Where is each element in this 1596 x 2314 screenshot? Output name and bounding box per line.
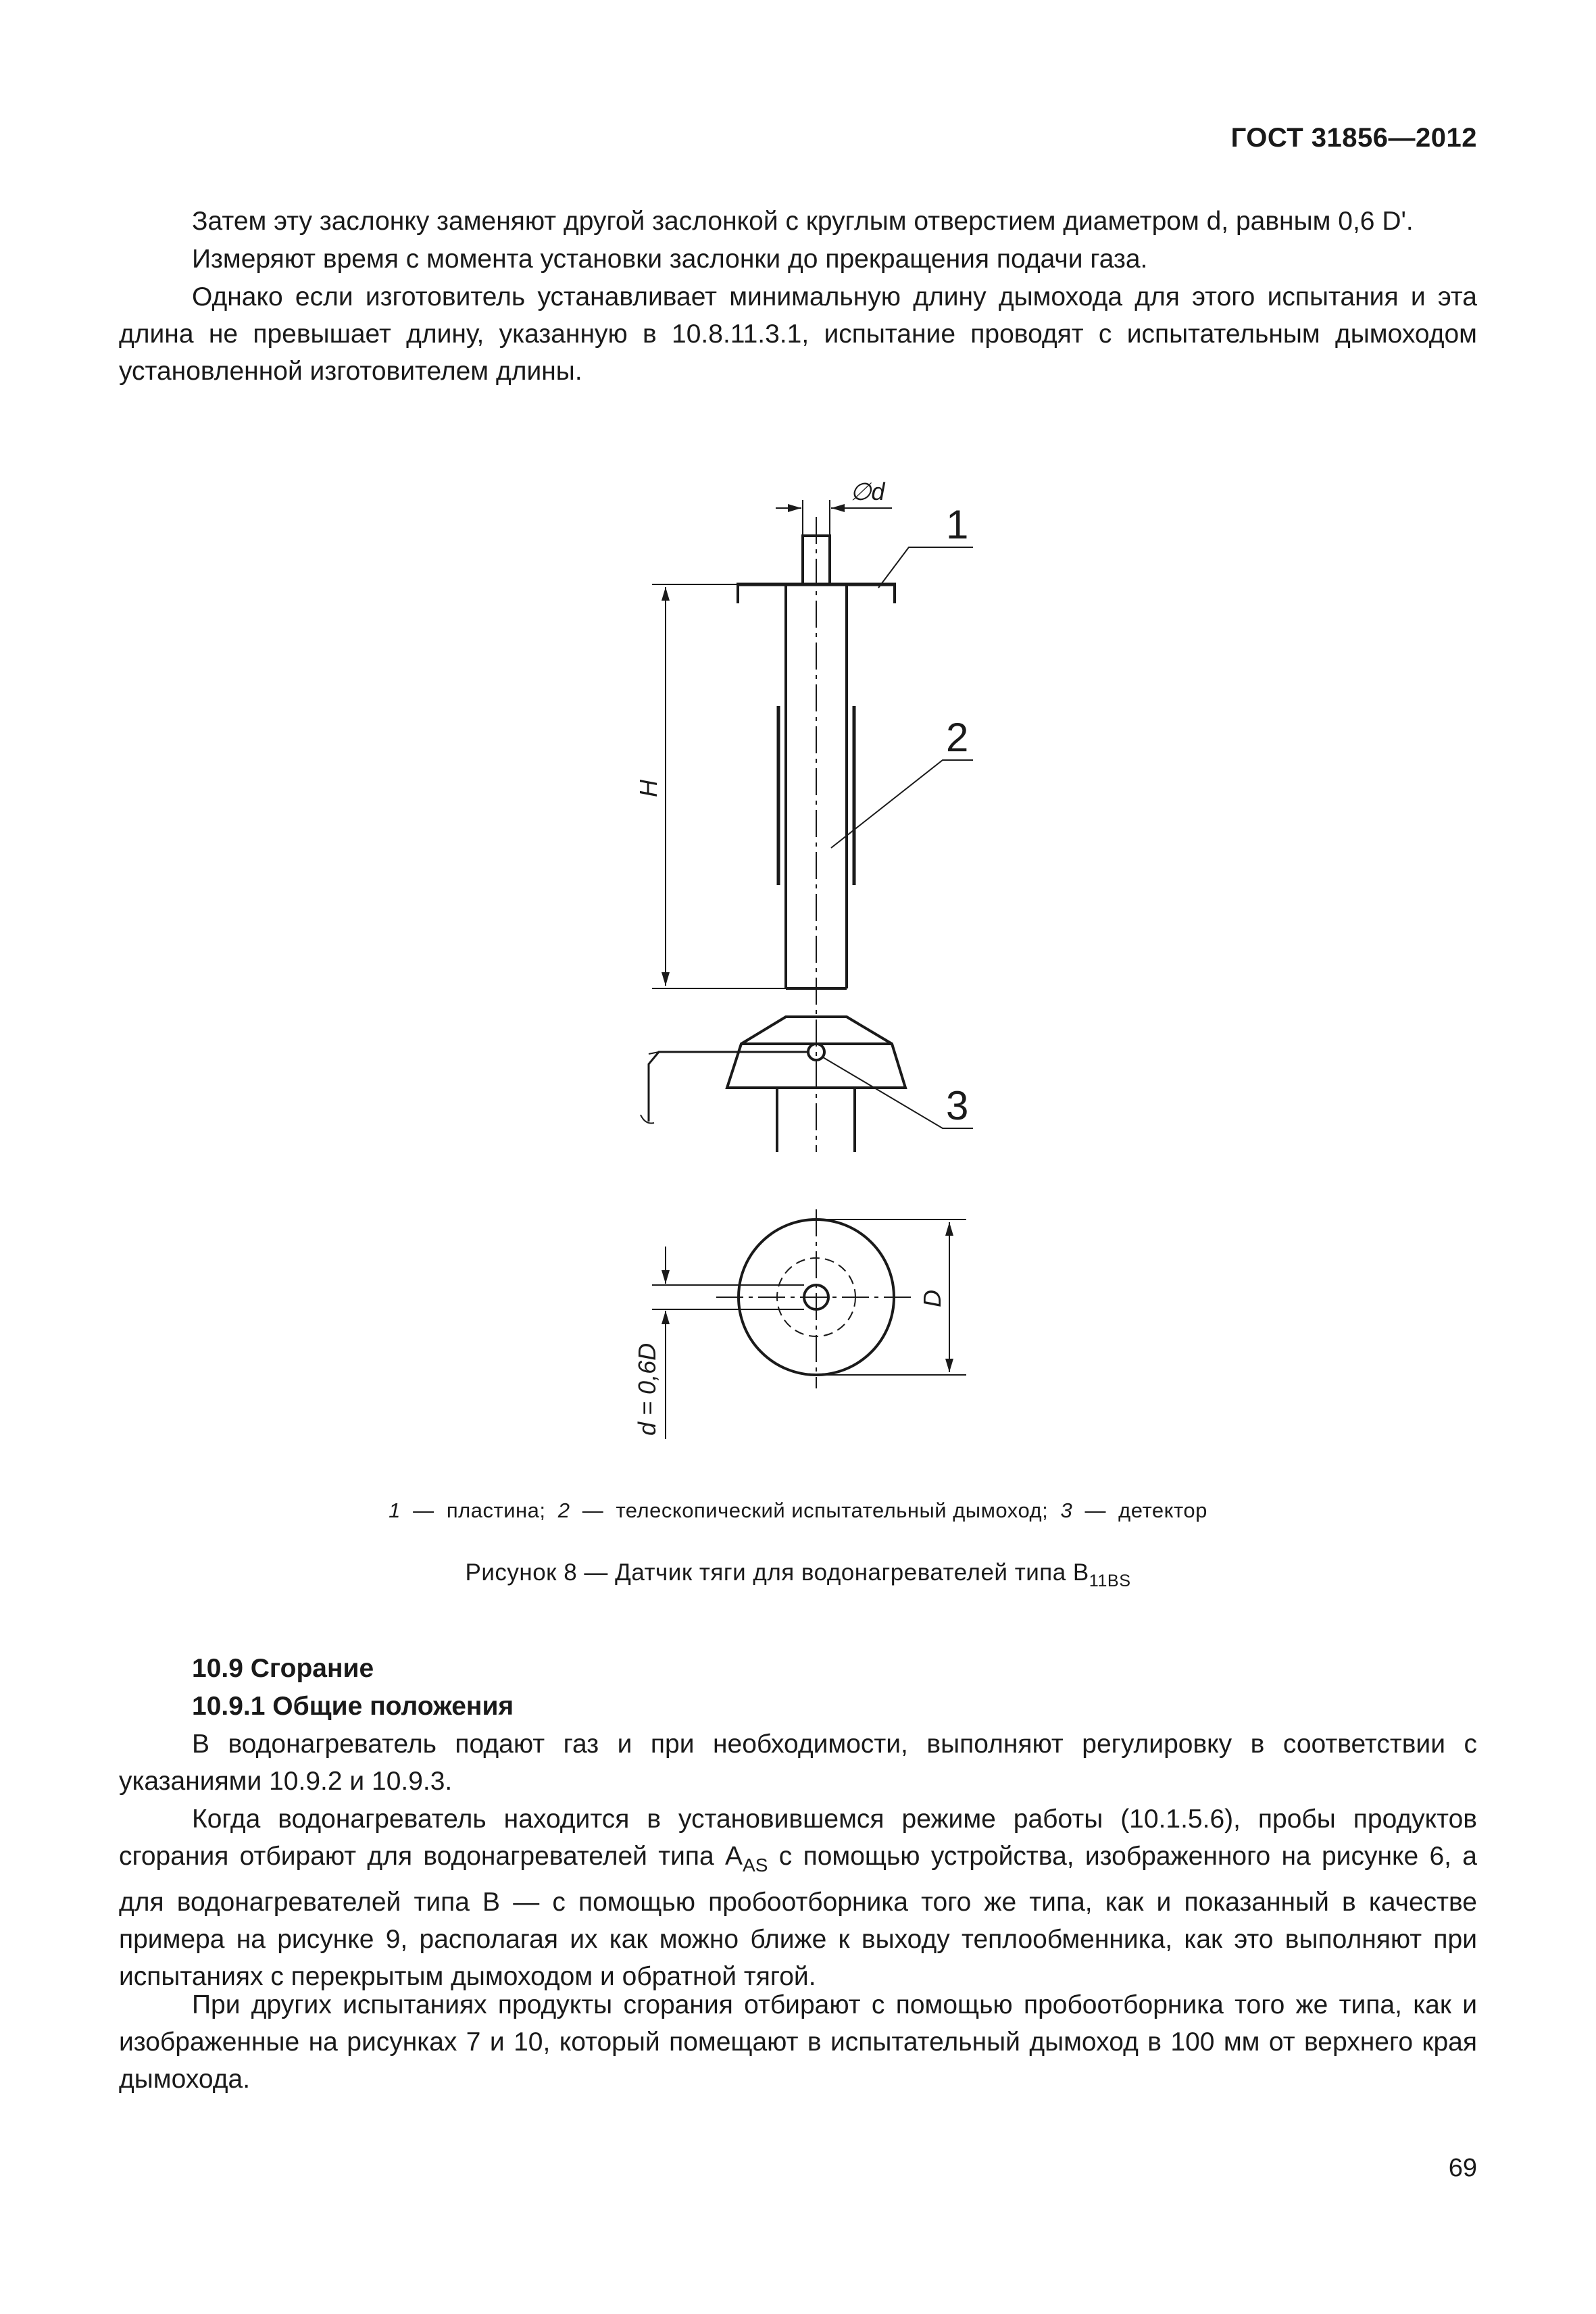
- legend-num-2: 2: [557, 1499, 570, 1522]
- legend-text-3: детектор: [1118, 1499, 1207, 1522]
- callout-3: 3: [946, 1083, 969, 1128]
- intro-paragraph-2: Измеряют время с момента установки заслонки до прекращения подачи газа.: [192, 245, 1148, 274]
- page-number: 69: [1448, 2154, 1477, 2182]
- dimension-height-label: H: [634, 780, 662, 797]
- callout-2: 2: [946, 715, 969, 760]
- plan-inner-dashed: [777, 1258, 855, 1336]
- dimension-diameter-label: ∅d: [850, 478, 885, 505]
- hood: [727, 1017, 905, 1088]
- figure-caption: Рисунок 8 — Датчик тяги для водонагревателей типа $B_{11BS}$: [465, 1559, 1131, 1590]
- legend-text-1: пластина;: [446, 1499, 546, 1522]
- detector-wire: [649, 1052, 808, 1122]
- plan-outer-disc: [739, 1219, 894, 1375]
- top-tube: [803, 536, 830, 584]
- intro-paragraph-3: Однако если изготовитель устанавливает минимальную длину дымохода для этого испытания и эта длина не превышает длину, указанную в 10.8.11.3.1, испытание проводят с испытательным дымоходом установленной изготовителем длины.: [119, 282, 1477, 386]
- legend-num-3: 3: [1060, 1499, 1073, 1522]
- document-header: ГОСТ 31856—2012: [1230, 123, 1477, 153]
- figure-legend: 1 — пластина; 2 — телескопический испытательный дымоход; 3 — детектор: [389, 1499, 1207, 1522]
- section-paragraph-3: При других испытаниях продукты сгорания отбирают с помощью пробоотборника того же типа, как и изображенные на рисунках 7 и 10, который помещают в испытательный дымоход в 100 мм от верхнего края дымохода.: [119, 1990, 1477, 2094]
- dimension-outer-diameter-label: D: [918, 1290, 946, 1307]
- section-subheading: 10.9.1 Общие положения: [192, 1692, 514, 1721]
- intro-paragraph-1: Затем эту заслонку заменяют другой заслонкой с круглым отверстием диаметром d, равным 0,6 D'.: [192, 207, 1414, 236]
- detector: [808, 1044, 824, 1060]
- section-paragraph-1: В водонагреватель подают газ и при необходимости, выполняют регулировку в соответствии с указаниями 10.9.2 и 10.9.3.: [119, 1730, 1477, 1796]
- callout-1: 1: [946, 502, 969, 547]
- legend-num-1: 1: [389, 1499, 401, 1522]
- plan-hole: [804, 1285, 828, 1309]
- legend-text-2: телескопический испытательный дымоход;: [616, 1499, 1049, 1522]
- section-heading: 10.9 Сгорание: [192, 1654, 374, 1683]
- section-paragraph-2: Когда водонагреватель находится в установившемся режиме работы (10.1.5.6), пробы продуктов сгорания отбирают для водонагревателей типа $A_{AS}$ с помощью устройства, изображенного на рисунке 6, а для водонагревателей типа B — с помощью пробоотборника того же типа, как и показанный в качестве примера на рисунке 9, располагая их как можно ближе к выходу теплообменника, как это выполняют при испытаниях с перекрытым дымоходом и обратной тягой.: [119, 1805, 1477, 1991]
- dimension-hole-label: d = 0,6D: [633, 1342, 661, 1436]
